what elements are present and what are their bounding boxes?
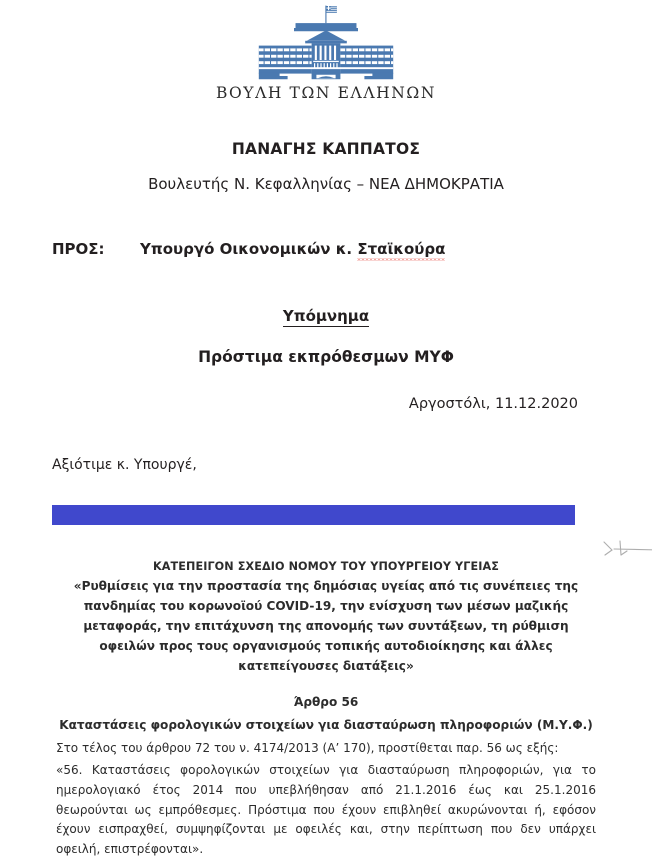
- recipient-value-text: Υπουργό Οικονομικών κ.: [140, 240, 358, 258]
- article-title: Καταστάσεις φορολογικών στοιχείων για διασταύρωση πληροφοριών (Μ.Υ.Φ.): [59, 718, 593, 733]
- recipient-value: [140, 240, 445, 258]
- sender-name: ΠΑΝΑΓΗΣ ΚΑΠΠΑΤΟΣ: [231, 140, 421, 158]
- handwritten-scan-mark: [600, 538, 652, 568]
- document-kind: [0, 307, 652, 325]
- document-subject: Πρόστιμα εκπρόθεσμων ΜΥΦ: [198, 348, 454, 366]
- recipient-label: ΠΡΟΣ:: [52, 240, 105, 258]
- article-lead-in: Στο τέλος του άρθρου 72 του ν. 4174/2013 (Α’ 170), προστίθεται παρ. 56 ως εξής:: [56, 741, 559, 756]
- redaction-bar: [52, 505, 575, 525]
- sender-role: Βουλευτής Ν. Κεφαλληνίας – ΝΕΑ ΔΗΜΟΚΡΑΤΙΑ: [148, 175, 504, 193]
- bill-excerpt: [56, 558, 596, 860]
- place-and-date: Αργοστόλι, 11.12.2020: [408, 396, 578, 412]
- spellcheck-flagged-word: Σταϊκούρα: [357, 240, 445, 261]
- article-quoted-text: «56. Καταστάσεις φορολογικών στοιχείων για διασταύρωση πληροφοριών, για το ημερολογιακό έτος 2014 που υπεβλήθησαν από 21.1.2016 έως και 25.1.2016 θεωρούνται ως εμπρόθεσμες. Πρόστιμα που έχουν επιβληθεί ακυρώνονται ή, εφόσον έχουν εισπραχθεί, συμψηφίζονται με οφειλές και, στην περίπτωση που δεν υπάρχει οφειλή, επιστρέφονται».: [56, 762, 596, 857]
- document-kind-text: Υπόμνημα: [282, 307, 370, 325]
- hellenic-parliament-emblem: [246, 4, 406, 80]
- bill-header-line: ΚΑΤΕΠΕΙΓΟΝ ΣΧΕΔΙΟ ΝΟΜΟΥ ΤΟΥ ΥΠΟΥΡΓΕΙΟΥ ΥΓΕΙΑΣ: [152, 560, 499, 573]
- salutation: Αξιότιμε κ. Υπουργέ,: [52, 457, 197, 473]
- letterhead: [0, 4, 652, 102]
- recipient-row: [52, 240, 612, 258]
- article-number: Άρθρο 56: [293, 695, 359, 710]
- emblem-caption: ΒΟΥΛΗ ΤΩΝ ΕΛΛΗΝΩΝ: [215, 84, 437, 102]
- bill-title: «Ρυθμίσεις για την προστασία της δημόσιας υγείας από τις συνέπειες της πανδημίας του κορωνοϊού COVID-19, την ενίσχυση των μέσων μαζικής μεταφοράς, την επιτάχυνση της απονομής των συντάξεων, τη ρύθμιση οφειλών προς τους οργανισμούς τοπικής αυτοδιοίκησης και άλλες κατεπείγουσες διατάξεις»: [73, 579, 579, 674]
